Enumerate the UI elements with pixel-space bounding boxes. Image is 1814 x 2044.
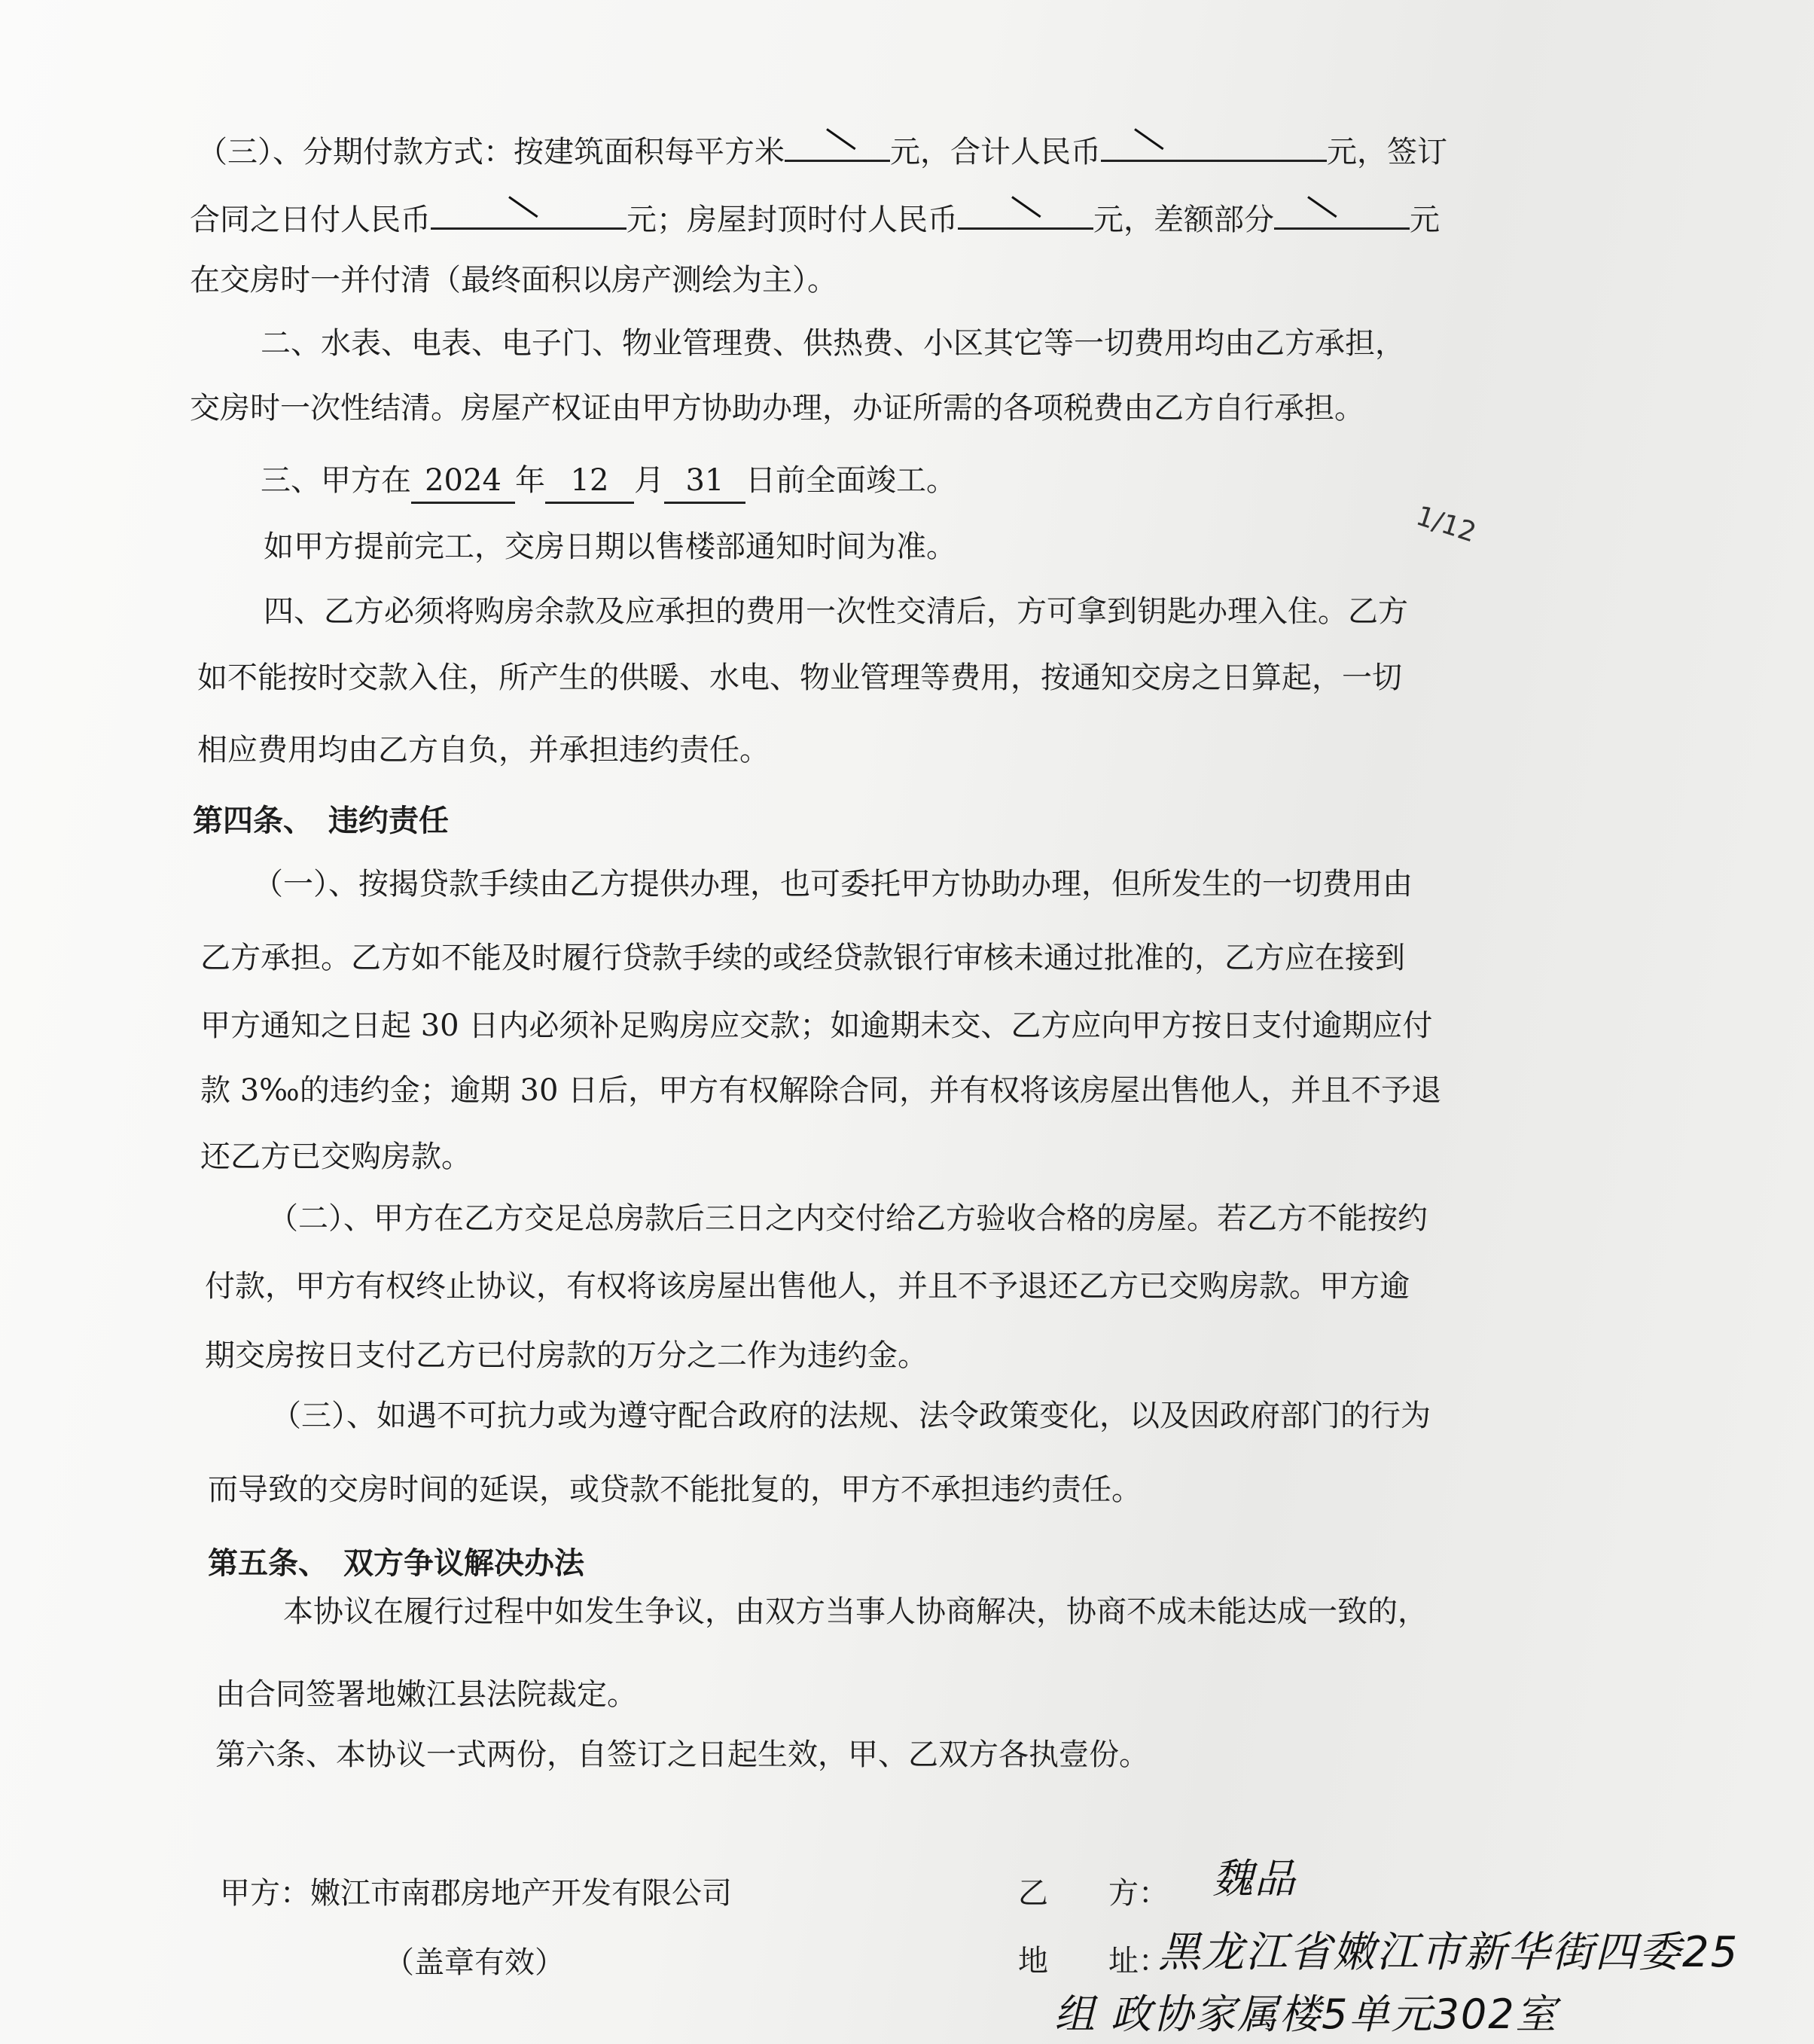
party-a: 甲方：嫩江市南郡房地产开发有限公司 bbox=[220, 1876, 732, 1911]
blank-difference bbox=[1274, 194, 1410, 230]
paragraph-line: 本协议在履行过程中如发生争议，由双方当事人协商解决，协商不成未能达成一致的， bbox=[283, 1594, 1428, 1629]
blank-topping-payment bbox=[958, 194, 1093, 230]
completion-year: 2024 bbox=[411, 459, 515, 504]
blank-unit-price bbox=[785, 127, 890, 162]
blank-sign-payment bbox=[431, 194, 627, 230]
paragraph-line: 在交房时一并付清（最终面积以房产测绘为主）。 bbox=[190, 263, 837, 297]
paragraph-line: 交房时一次性结清。房屋产权证由甲方协助办理，办证所需的各项税费由乙方自行承担。 bbox=[190, 391, 1364, 426]
blank-total bbox=[1101, 127, 1327, 162]
paragraph-line: 款 3‰的违约金；逾期 30 日后，甲方有权解除合同，并有权将该房屋出售他人，并且不予退 bbox=[200, 1073, 1442, 1108]
text: 日前全面竣工。 bbox=[745, 463, 956, 498]
paragraph-line: 期交房按日支付乙方已付房款的万分之二作为违约金。 bbox=[205, 1338, 928, 1373]
text: 元，合计人民币 bbox=[890, 135, 1101, 169]
text: 元，签订 bbox=[1327, 135, 1447, 169]
paragraph-line: 而导致的交房时间的延误，或贷款不能批复的，甲方不承担违约责任。 bbox=[208, 1472, 1142, 1507]
text: 三、甲方在 bbox=[261, 463, 411, 498]
paragraph-line: （一）、按揭贷款手续由乙方提供办理，也可委托甲方协助办理，但所发生的一切费用由 bbox=[253, 867, 1413, 901]
text: 月 bbox=[634, 463, 664, 498]
completion-month: 12 bbox=[545, 459, 634, 504]
article-4-heading: 第四条、 违约责任 bbox=[193, 803, 449, 838]
party-b-signature: 魏品 bbox=[1212, 1855, 1297, 1902]
installment-line-1 bbox=[197, 127, 1447, 173]
paragraph-line: 如甲方提前完工，交房日期以售楼部通知时间为准。 bbox=[264, 529, 956, 564]
text: 年 bbox=[515, 463, 545, 498]
address-handwritten-1: 黑龙江省嫩江市新华街四委25 bbox=[1158, 1928, 1739, 1977]
party-b-label: 乙 方： bbox=[1018, 1876, 1169, 1911]
completion-date-line bbox=[261, 459, 956, 504]
article-5-heading: 第五条、 双方争议解决办法 bbox=[208, 1545, 584, 1581]
paragraph-line: （二）、甲方在乙方交足总房款后三日之内交付给乙方验收合格的房屋。若乙方不能按约 bbox=[268, 1201, 1428, 1236]
paragraph-line: 相应费用均由乙方自负，并承担违约责任。 bbox=[197, 733, 770, 767]
address-label: 地 址： bbox=[1018, 1944, 1169, 1978]
text: 元；房屋封顶时付人民币 bbox=[627, 203, 958, 237]
margin-note: 1/12 bbox=[1412, 500, 1480, 549]
text: 元 bbox=[1410, 203, 1440, 237]
paragraph-line: 乙方承担。乙方如不能及时履行贷款手续的或经贷款银行审核未通过批准的，乙方应在接到 bbox=[200, 941, 1405, 975]
paragraph-line: （三）、如遇不可抗力或为遵守配合政府的法规、法令政策变化，以及因政府部门的行为 bbox=[271, 1399, 1431, 1433]
installment-line-2 bbox=[190, 194, 1440, 241]
paragraph-line: 四、乙方必须将购房余款及应承担的费用一次性交清后，方可拿到钥匙办理入住。乙方 bbox=[264, 594, 1408, 629]
paragraph-line: 付款，甲方有权终止协议，有权将该房屋出售他人，并且不予退还乙方已交购房款。甲方逾 bbox=[205, 1269, 1410, 1304]
text: 元，差额部分 bbox=[1093, 203, 1274, 237]
paragraph-line: 二、水表、电表、电子门、物业管理费、供热费、小区其它等一切费用均由乙方承担， bbox=[261, 326, 1405, 361]
paragraph-line: 由合同签署地嫩江县法院裁定。 bbox=[215, 1677, 637, 1712]
text: （三）、分期付款方式：按建筑面积每平方米 bbox=[197, 135, 785, 169]
paragraph-line: 如不能按时交款入住，所产生的供暖、水电、物业管理等费用，按通知交房之日算起，一切 bbox=[197, 660, 1402, 695]
paragraph-line: 还乙方已交购房款。 bbox=[200, 1139, 471, 1174]
address-handwritten-2: 组 政协家属楼5单元302室 bbox=[1054, 1991, 1558, 2038]
completion-day: 31 bbox=[664, 459, 745, 504]
article-6-line: 第六条、本协议一式两份，自签订之日起生效，甲、乙双方各执壹份。 bbox=[215, 1737, 1149, 1772]
seal-note: （盖章有效） bbox=[384, 1945, 565, 1980]
text: 合同之日付人民币 bbox=[190, 203, 431, 237]
paragraph-line: 甲方通知之日起 30 日内必须补足购房应交款；如逾期未交、乙方应向甲方按日支付逾期应付 bbox=[200, 1008, 1433, 1043]
